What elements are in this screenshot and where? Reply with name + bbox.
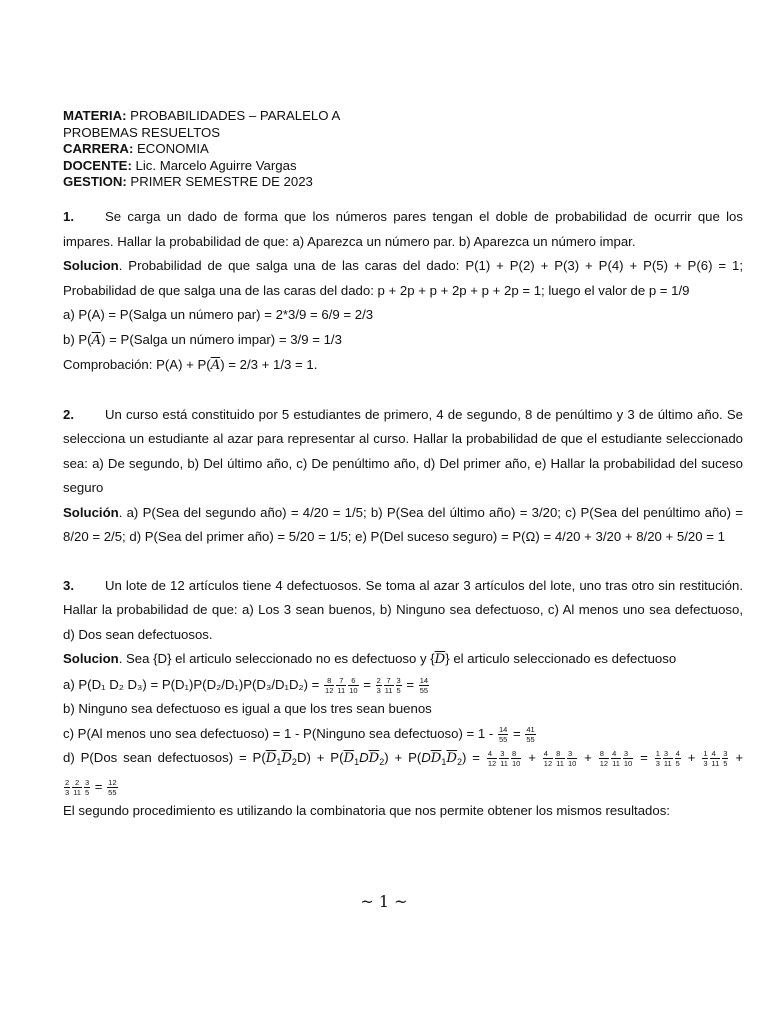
problem-3-a: a) P(D₁ D₂ D₃) = P(D₁)P(D₂/D₁)P(D₃/D₁D₂) = $\frac{8}{12}$ $\frac{7}{11}$ $\frac{6}{10}$ = $\frac{2}{3}$ $\frac{7}{11}$ $\frac{3}{5}$ = $\frac{14}{55}$: [63, 675, 429, 695]
document-body: [63, 205, 743, 824]
problem-3-d: d) P(Dos sean defectuosos) = $P(\overline{D}_1\overline{D}_2D) + P(\overline{D}_1D\overline{D}_2) + P(D\overline{D}_1\overline{D}_2)$ = $\frac{4}{12}$ $\frac{3}{11}$ $\frac{8}{10}$ + $\frac{4}{12}$ $\frac{8}{11}$ $\frac{3}{10}$ + $\frac{8}{12}$ $\frac{4}{11}$ $\frac{3}{10}$ = $\frac{1}{3}$ $\frac{3}{11}$ $\frac{4}{5}$ + $\frac{1}{3}$ $\frac{4}{11}$ $\frac{3}{5}$ +: [63, 749, 744, 769]
problem-1-check: Comprobación: $P(A) + P(\overline{A}) = 2/3 + 1/3 = 1$.: [63, 357, 318, 373]
fraction: $\frac{4}{12}$: [543, 749, 553, 769]
fraction: $\frac{3}{10}$: [623, 749, 633, 769]
fraction: $\frac{12}{55}$: [108, 777, 117, 797]
fraction: $\frac{7}{11}$: [384, 675, 393, 695]
fraction: $\frac{14}{55}$: [498, 724, 508, 744]
fraction: $\frac{8}{12}$: [325, 675, 334, 695]
problem-1-b: b) $P(\overline{A}) = P(Salga$ un número impar) = 3/9 = 1/3: [63, 331, 342, 348]
header-materia: MATERIA: PROBABILIDADES – PARALELO A: [63, 108, 341, 123]
header-docente: DOCENTE: Lic. Marcelo Aguirre Vargas: [63, 157, 297, 173]
problem-1-solution: Solucion. Probabilidad de que salga una de las caras del dado: P(1) + P(2) + P(3) + P(4) + P(5) + P(6) = 1; Probabilidad de que salga una de las caras del dado: p + 2p + p + 2p + p + 2p = 1; luego el valor de p = 1/9: [63, 258, 743, 298]
fraction: $\frac{8}{10}$: [511, 749, 521, 769]
problem-1-a: a) P(A) = P(Salga un número par) = 2*3/9 = 6/9 = 2/3: [63, 307, 374, 322]
fraction: $\frac{3}{5}$: [84, 777, 90, 797]
fraction: $\frac{3}{5}$: [396, 675, 401, 695]
problem-3-b: b) Ninguno sea defectuoso es igual a que los tres sean buenos: [63, 701, 432, 716]
problem-3-final: El segundo procedimiento es utilizando la combinatoria que nos permite obtener los mismos resultados:: [63, 803, 670, 818]
fraction: $\frac{41}{55}$: [526, 724, 535, 744]
problem-3-statement: 3. Un lote de 12 artículos tiene 4 defectuosos. Se toma al azar 3 artículos del lote, uno tras otro sin restitución. Hallar la probabilidad de que: a) Los 3 sean buenos, b) Ninguno sea defectuoso, c) Al menos uno sea defectuoso, d) Dos sean defectuosos.: [63, 577, 743, 642]
header-gestion: GESTION: PRIMER SEMESTRE DE 2023: [63, 174, 313, 189]
fraction: $\frac{3}{5}$: [723, 749, 728, 769]
header-carrera: CARRERA: ECONOMIA: [63, 141, 209, 156]
fraction: $\frac{8}{11}$: [556, 749, 564, 769]
fraction: $\frac{2}{3}$: [65, 777, 70, 797]
page-number: ~ 1 ~: [360, 892, 408, 911]
problem-3-solution: Solucion. Sea {D} el articulo seleccionado no es defectuoso y $\{\overline{D}\}$ el articulo seleccionado es defectuoso: [63, 651, 677, 667]
problem-2-statement: 2. Un curso está constituido por 5 estudiantes de primero, 4 de segundo, 8 de penúltimo y 3 de último año. Se selecciona un estudiante al azar para representar al curso. Hallar la probabilidad de que el estudiante seleccionado sea: a) De segundo, b) Del último año, c) De penúltimo año, d) Del primer año, e) Hallar la probabilidad del suceso seguro: [63, 406, 743, 495]
fraction: $\frac{8}{12}$: [599, 749, 609, 769]
fraction: $\frac{3}{10}$: [567, 749, 577, 769]
fraction: $\frac{1}{3}$: [703, 749, 708, 769]
problem-3-d-cont: $\frac{2}{3}$ $\frac{2}{11}$ $\frac{3}{5}$ = $\frac{12}{55}$: [65, 777, 117, 797]
fraction: $\frac{2}{11}$: [73, 777, 81, 797]
fraction: $\frac{3}{11}$: [500, 749, 508, 769]
fraction: $\frac{4}{12}$: [487, 749, 497, 769]
fraction: $\frac{4}{5}$: [675, 749, 680, 769]
fraction: $\frac{1}{3}$: [655, 749, 660, 769]
fraction: $\frac{14}{55}$: [419, 675, 429, 695]
header-subtitle: PROBEMAS RESUELTOS: [63, 124, 221, 140]
problem-1-statement: 1. Se carga un dado de forma que los números pares tengan el doble de probabilidad de ocurrir que los impares. Hallar la probabilidad de que: a) Aparezca un número par. b) Aparezca un número impar.: [63, 209, 743, 249]
document-header: [63, 108, 743, 191]
fraction: $\frac{2}{3}$: [376, 675, 381, 695]
problem-3-c: c) P(Al menos uno sea defectuoso) = 1 - P(Ninguno sea defectuoso) = 1 - $\frac{14}{55}$ = $\frac{41}{55}$: [63, 724, 535, 744]
fraction: $\frac{6}{10}$: [349, 675, 358, 695]
fraction: $\frac{4}{11}$: [711, 749, 720, 769]
fraction: $\frac{3}{11}$: [663, 749, 672, 769]
fraction: $\frac{7}{11}$: [337, 675, 346, 695]
problem-2-solution: Solución. a) P(Sea del segundo año) = 4/20 = 1/5; b) P(Sea del último año) = 3/20; c) P(Sea del penúltimo año) = 8/20 = 2/5; d) P(Sea del primer año) = 5/20 = 1/5; e) P(Del suceso seguro) = P(Ω) = 4/20 + 3/20 + 8/20 + 5/20 = 1: [63, 504, 743, 544]
fraction: $\frac{4}{11}$: [612, 749, 620, 769]
